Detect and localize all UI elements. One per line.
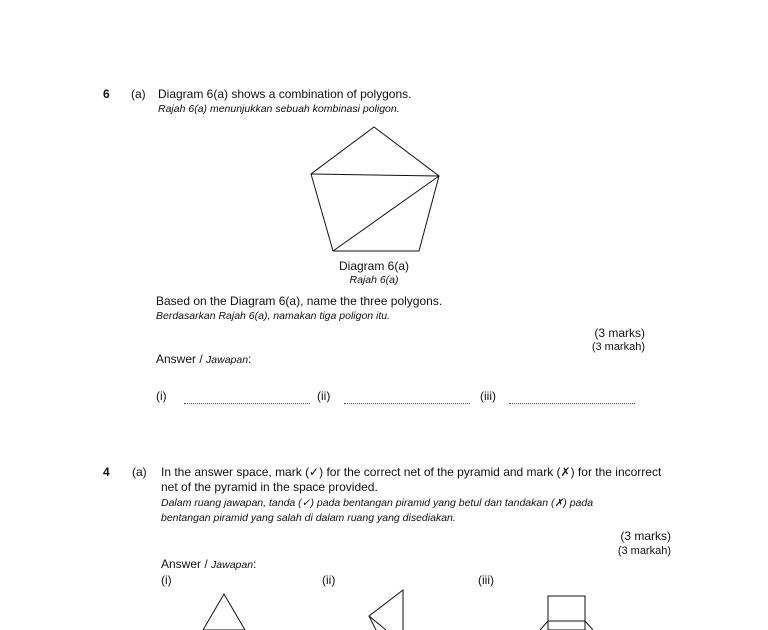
answer-label-ms: Jawapan [206,354,249,366]
question-4-answer-item-1-label: (i) [161,573,172,587]
question-4-part-label: (a) [132,465,147,479]
question-4-text-en-line-2: net of the pyramid in the space provided. [161,480,378,494]
question-4-number: 4 [103,465,110,479]
answer-label-ms: Jawapan [211,559,254,571]
question-6-answer-item-3-label: (iii) [480,389,496,403]
question-6-number: 6 [103,87,110,101]
question-4-answer-item-2-label: (ii) [322,573,336,587]
question-6-instruction-ms: Berdasarkan Rajah 6(a), namakan tiga poligon itu. [156,310,391,322]
pyramid-net-1 [203,594,245,630]
question-6-answer-item-2-label: (ii) [317,389,331,403]
question-6-instruction-en: Based on the Diagram 6(a), name the three polygons. [156,294,443,308]
question-6-text-en: Diagram 6(a) shows a combination of polygons. [158,87,412,101]
question-4-marks-ms: (3 markah) [617,545,671,557]
answer-label-colon: : [248,352,252,366]
answer-label-en: Answer / [156,352,207,366]
answer-label-colon: : [253,557,257,571]
diagram-6a-caption-en: Diagram 6(a) [338,259,410,273]
question-4-answer-item-3-label: (iii) [478,573,494,587]
question-6-marks-ms: (3 markah) [591,341,645,353]
question-6-part-label: (a) [131,87,146,101]
question-6-answer-item-1-label: (i) [156,389,167,403]
question-4-text-ms-line-2: bentangan piramid yang salah di dalam ruang yang disediakan. [161,512,456,524]
question-4-text-en-line-1: In the answer space, mark (✓) for the correct net of the pyramid and mark (✗) for the incorrect [161,465,662,479]
question-6-marks-en: (3 marks) [594,326,645,340]
question-4-text-ms-line-1: Dalam ruang jawapan, tanda (✓) pada bentangan piramid yang betul dan tandakan (✗) pada [161,497,594,509]
question-4-marks-en: (3 marks) [620,529,671,543]
answer-label-en: Answer / [161,557,212,571]
pyramid-net-3 [540,596,593,630]
diagram-6a-caption-ms: Rajah 6(a) [349,274,399,286]
pyramid-net-2 [369,590,403,630]
question-6-text-ms: Rajah 6(a) menunjukkan sebuah kombinasi poligon. [158,103,400,115]
